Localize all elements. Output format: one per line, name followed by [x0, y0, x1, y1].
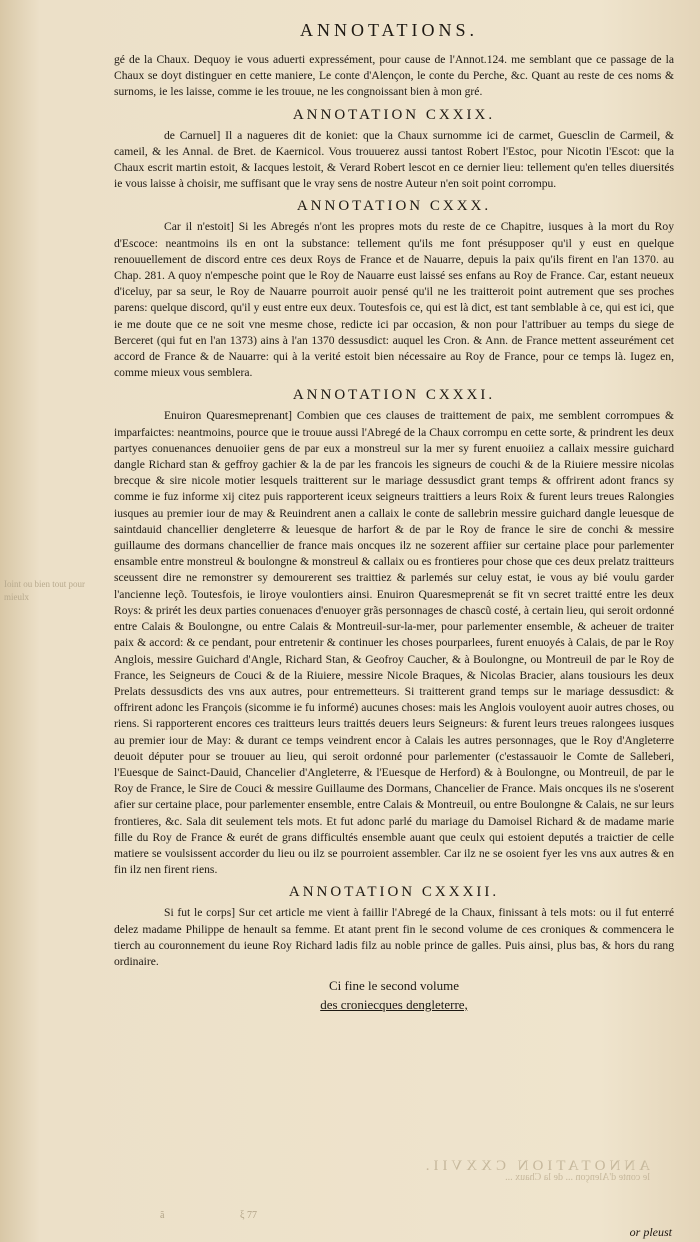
catchword: or pleust — [629, 1225, 672, 1239]
colophon — [114, 976, 674, 1014]
annotation-heading-cxxix: ANNOTATION CXXIX. — [292, 106, 496, 123]
annotation-body-cxxxi: Enuiron Quaresmeprenant] Combien que ces clauses de traittement de paix, me semblent corrompues & imparfaictes: neantmoins, pource que ie trouue aussi l'Abregé de la Chaux corrompu en cette sorte, & prindrent les deux partyes conuenances denuoiier gens de par eux a monstreul sur la mer sy furent enuoiiez a callaix messire guichard dangle Richard stan & geffroy gachier & la de par les francois les signeurs de couchi & de la Riuiere messire nicolas brecque & sire nicole motier lesquels traitterent sur le mariage dessusdict grant temps & offrirent adont francs sy comme ie fuz informe xij citez puis rapporterent iceux seigneurs traittiers a leurs Roix & furent leurs treues Ralongies iusques au premier iour de may & Reuindrent anen a callaix le conte de sallebrin messire guichard dangle leuesque de saintdauid chancellier dengleterre & leuesque de harfort & de par le Roy de france le sire de conchi & messire guillaume des dormans chancellier de france mais oncques ilz ne sozerent affiier sur certaine place pour parlementer ensamble entre monstreul & boulongne & monstreul & callaix ou es frontieres pour chose que ces deux prelatz traitteurs sceussent dire ne remonstrer sy demourerent ses traittiez & parlemés sur celuy estat, ie vous ay bié voulu garder l'ancienne leçõ. Toutesfois, ie liroye voulontiers ainsi. Enuiron Quaresmeprenát se fit vn secret traitté entre les deux Roys: & prirét les deux parties conuenaces d'enuoyer grãs personnages de chascũ costé, à certain lieu, qui seroit ordonné entre Calais & Boulongne, ou entre Calais & Montreuil-sur-la-mer, pour parlementer ensemble, & acheuer de traiter paix & accord: & ce pendant, pour entretenir & continuer les choses pourparlees, furent enuoyés à Calais, de par le Roy Anglois, messire Guichard d'Angle, Richard Stan, & Geofroy Caucher, & à Boulongne, ou Montreuil de par le Roy de France, les Seigneurs de Couci & de la Riuiere, messire Nicole Braques, & Nicolas Bracier, alans tousiours les deux Prelats dessusdicts des vns aux autres, pour entremetteurs. Si traitterent grand temps sur le mariage dessusdict: & offrirent adonc les François (sicomme ie fu informé) aucunes choses: mais les Anglois vouloyent auoir autres choses, ou riens. Si rapporterent encores ces traitteurs leurs traittés deuers leurs Seigneurs: & furent leurs treues ralongees iusques au premier iour de May: & durant ce temps veindrent encor à Calais les autres personnages, que le Roy d'Angleterre deuoit députer pour se trouuer au lieu, qui seroit ordonné pour parlementer (c'estassauoir le Comte de Salleberi, l'Euesque de Sainct-Dauid, Chancelier d'Angleterre, & l'Euesque de Herford) & à Boulongne, ou Montreuil, de par le Roy de France, le Sire de Couci & messire Guillaume des Dormans, Chancelier de France. Mais oncques ils ne s'oserent afier sur certaine place, pour parlementer ensemble, entre Calais & Montreuil, ou entre Boulongne & Calais, ne sur leurs frontieres, &c. Sala dit seulement tels mots. Et fut adonc parlé du mariage du Damoisel Richard & de madame marie fille du Roy de France & eurét de grans difficultés ensemble auant que ceulx qui estoient deputés a traictier de celle matiere se voulsissent accorder du lieu ou ilz se pourroient assembler. Car ilz ne se osoient fyer les vns aux autres & en fin ilz nen firent riens. — [114, 409, 674, 877]
colophon-line-1: Ci fine le second volume — [329, 978, 459, 994]
annotation-heading-cxxxii: ANNOTATION CXXXII. — [288, 884, 500, 901]
annotation-heading-cxxxi: ANNOTATION CXXXI. — [292, 387, 496, 404]
bleed-through-heading: ANNOTATION CXXVII. — [421, 1158, 650, 1174]
smudge-mark-1: ã — [160, 1210, 165, 1221]
annotation-body-cxxx: Car il n'estoit] Si les Abregés n'ont les propres mots du reste de ce Chapitre, iusques à la mort du Roy d'Escoce: neantmoins ils en ont la substance: tellement qu'ils me font présupposer qu'il y eust en quelque renouuellement de discord entre ces deux Roys de France et de Nauarre, depuis la paix qu'ils firent en l'an 1370. au Chap. 281. A quoy n'empesche point que le Roy de Nauarre eust laissé ses enfans au Roy de France. Car, estant neueux d'iceluy, par sa seur, le Roy de Nauarre pourroit auoir pensé qu'il ne les traitteroit point autrement que ses proches parens: quelque discord, qu'il y eust entre eux deux. Toutesfois ce, qui est là dict, est tant semblable à ce, qui est ici, que ie me doute que ce ne soit vne mesme chose, redicte ici par occasion, & non pour l'attribuer au temps du siege de Berceret (qui fut en l'an 1373) ains à l'an 1370 dessusdict: auquel les Cron. & Ann. de France mettent asseurément cet accord de France & de Nauarre: qui à la verité estoit bien nécessaire au Roy de France, pour ce temps là. Iugez en, comme mieux vous semblera. — [114, 220, 674, 380]
annotation-body-cxxxii: Si fut le corps] Sur cet article me vient à faillir l'Abregé de la Chaux, finissant à tels mots: ou il fut enterré delez madame Philippe de henault sa femme. Et atant prent fin le second volume de ces croniques & commencera le tierch au couronnement du ieune Roy Richard ladis filz au noble prince de galles. Puis ainsi, plus bas, & hors du rang ordinaire. — [114, 906, 674, 968]
margin-note: Ioint ou bien tout pour mieulx — [4, 579, 85, 602]
annotation-heading-cxxx: ANNOTATION CXXX. — [296, 198, 492, 215]
intro-paragraph: gé de la Chaux. Dequoy ie vous aduerti expressément, pour cause de l'Annot.124. me semblant que ce passage de la Chaux se doyt distinguer en cette maniere, Le conte d'Alençon, le conte du Perche, &c. Quant au reste de ces noms & surnoms, ie les laisse, comme ie les trouue, ne les congnoissant bien à mon gré. — [114, 53, 674, 99]
running-head: ANNOTATIONS. — [300, 20, 479, 40]
text-block — [114, 52, 674, 1014]
bleed-through-body: le conte d'Alençon ... de la Chaux ... — [505, 1172, 650, 1183]
annotation-body-cxxix: de Carnuel] Il a nagueres dit de koniet: que la Chaux surnomme ici de carmet, Guesclin de Carmeil, & cameil, & les Annal. de Bret. de Kaernicol. Vous trouuerez aussi tantost Robert l'Estoc, pour Nicotin l'Escot: que la Chaux escrit martin estoit, & Iacques lestoit, & Verard Robert lescot en ce dernier lieu: tellement qu'en telles diuersités ie vous laisse à choisir, me suffisant que le vray sens de nostre Auteur n'en soit point corrompu. — [114, 128, 674, 191]
bleed-through-text — [270, 1160, 650, 1184]
smudge-mark-2: ξ 77 — [240, 1210, 257, 1221]
colophon-line-2: des croniecques dengleterre, — [320, 997, 468, 1013]
